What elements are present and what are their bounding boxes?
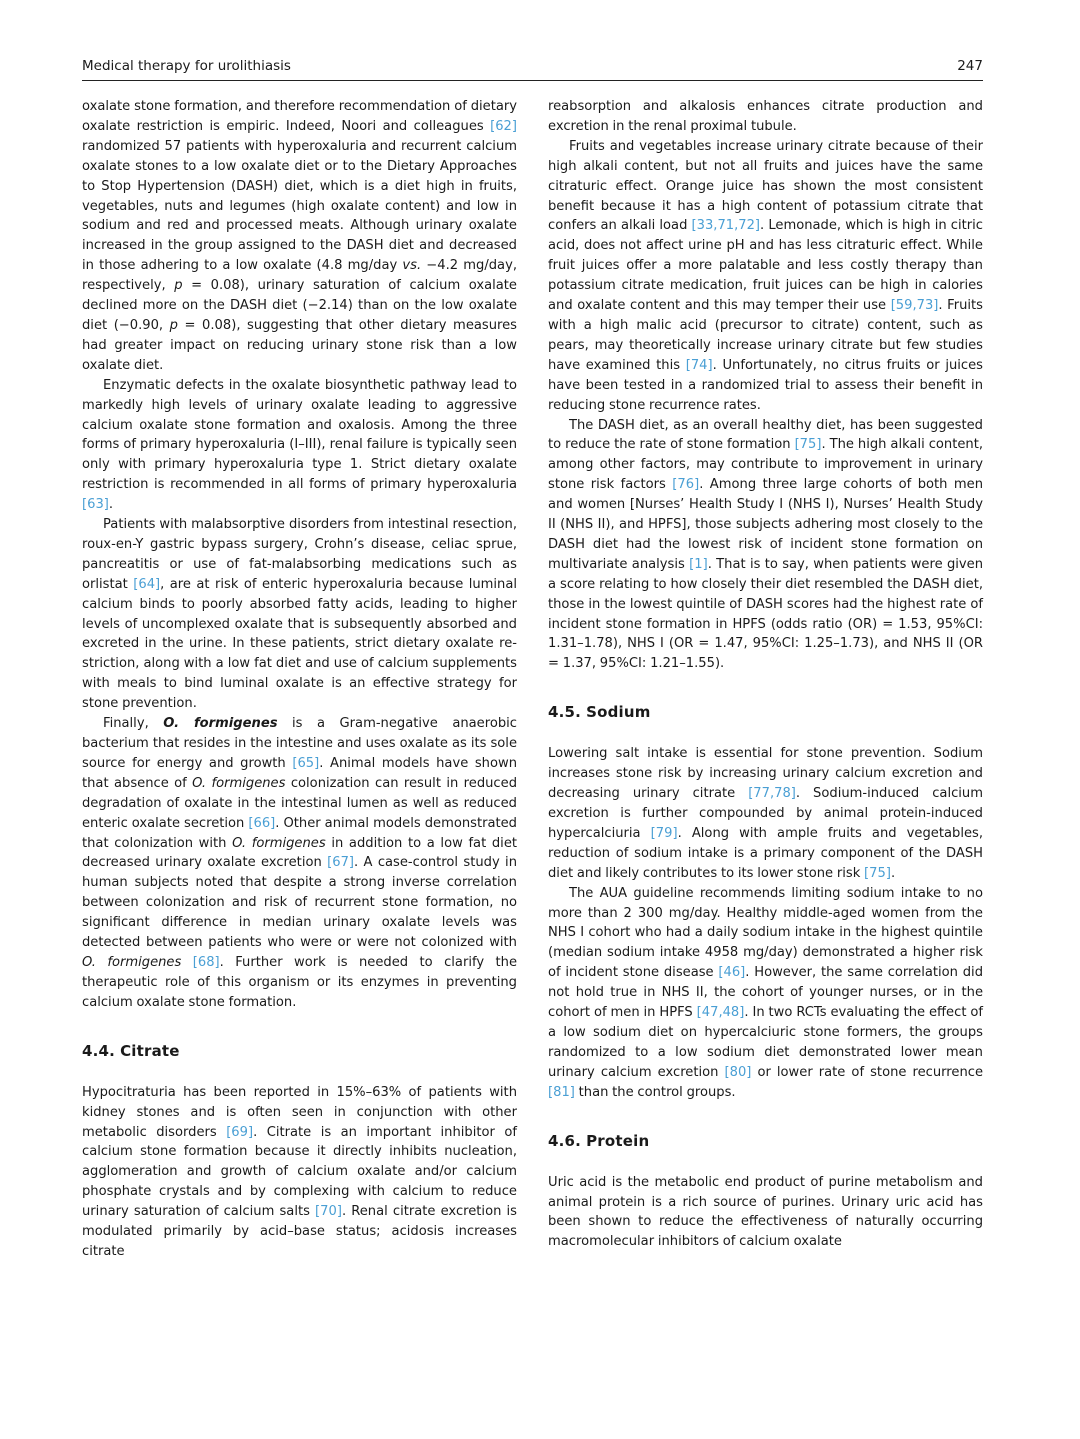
citation-link[interactable]: [64] <box>133 576 161 592</box>
section-heading-protein: 4.6. Protein <box>548 1131 650 1150</box>
citation-link[interactable]: [1] <box>689 556 708 572</box>
section-heading-citrate: 4.4. Citrate <box>82 1041 180 1060</box>
paragraph-uric-acid: Uric acid is the metabolic end product of purine metabolism and animal protein is a rich source of purines. Urinary uric acid has been shown to reduce the effectiveness of naturally occurring macromolecular inhibitors of calcium oxalate <box>548 1174 983 1250</box>
citation-link[interactable]: [47,48] <box>696 1005 745 1021</box>
citation-link[interactable]: [70] <box>315 1204 342 1220</box>
running-header <box>82 58 983 81</box>
citation-link[interactable]: [69] <box>226 1124 254 1140</box>
paragraph-citrate-continued: reabsorption and alkalosis enhances citrate production and excretion in the renal proximal tubule. <box>548 99 983 134</box>
citation-link[interactable]: [66] <box>248 815 276 831</box>
citation-link[interactable]: [67] <box>327 855 355 871</box>
paragraph-enteric-hyperoxaluria: Patients with malabsorptive disorders from intestinal resection, roux-en-Y gastric bypass surgery, Crohn’s disease, celiac sprue, pancreatitis or use of fat-malabsorbing medications such as orlistat [64], are at risk of enteric hyperoxaluria because luminal calcium binds to poorly absorbed fatty acids, leading to higher levels of uncomplexed oxalate that is subsequently absorbed and excreted in the urine. In these patients, strict dietary oxalate restriction, along with a low fat diet and use of calcium supplements with meals to bind luminal oxalate is an effective strategy for stone prevention. <box>82 517 517 712</box>
running-title: Medical therapy for urolithiasis <box>82 58 291 74</box>
citation-link[interactable]: [81] <box>548 1084 575 1100</box>
left-column <box>82 97 517 1262</box>
citation-link[interactable]: [46] <box>718 965 746 981</box>
citation-link[interactable]: [76] <box>672 477 700 493</box>
paragraph-fruits-vegetables: Fruits and vegetables increase urinary citrate because of their high alkali content, but not all fruits and juices have the same citraturic effect. Orange juice has shown the most consistent benefit because it has a high content of potassium citrate that confers an alkali load [33,71,72]. Lemonade, which is high in citric acid, does not affect urine pH and has less citraturic effect. While fruit juices offer a more palatable and less costly therapy than potassium citrate medication, fruit juices can be high in calories and oxalate content and this may temper their use [59,73]. Fruits with a high malic acid (precursor to citrate) content, such as pears, may theoretically increase urinary citrate but few studies have examined this [74]. Unfortunately, no citrus fruits or juices have been tested in a randomized trial to assess their benefit in reducing stone recurrence rates. <box>548 138 983 413</box>
citation-link[interactable]: [62] <box>490 118 517 134</box>
citation-link[interactable]: [80] <box>724 1064 752 1080</box>
section-heading-sodium: 4.5. Sodium <box>548 703 651 722</box>
citation-link[interactable]: [59,73] <box>890 298 939 314</box>
paragraph-o-formigenes: Finally, O. formigenes is a Gram-negative anaerobic bacterium that resides in the intestine and uses oxalate as its sole source for energy and growth [65]. Animal models have shown that absence of O. formigenes colonization can result in reduced degradation of oxalate in the intestinal lumen as well as reduced enteric oxalate secretion [66]. Other animal models demonstrated that colonization with O. formigenes in addition to a low fat diet decreased urinary oxalate excretion [67]. A case-control study in human subjects noted that despite a strong inverse correlation between colonization and risk of recurrent stone formation, no significant difference in median urinary oxalate levels was detected between patients who were or were not colonized with O. formigenes [68]. Further work is needed to clarify the therapeutic role of this organism or its enzymes in preventing calcium oxalate stone formation. <box>82 716 518 1010</box>
citation-link[interactable]: [33,71,72] <box>691 218 761 234</box>
citation-link[interactable]: [63] <box>82 497 109 513</box>
paragraph-salt-intake: Lowering salt intake is essential for stone prevention. Sodium increases stone risk by increasing urinary calcium excretion and decreasing urinary citrate [77,78]. Sodium-induced calcium excretion is further compounded by animal protein-induced hypercalciuria [79]. Along with ample fruits and vegetables, reduction of sodium intake is a primary component of the DASH diet and likely contributes to its lower stone risk [75]. <box>548 746 983 881</box>
citation-link[interactable]: [75] <box>794 437 822 453</box>
citation-link[interactable]: [65] <box>292 755 320 771</box>
paragraph-aua-guideline: The AUA guideline recommends limiting sodium intake to no more than 2 300 mg/day. Healthy middle-aged women from the NHS I cohort who had a daily sodium intake in the highest quintile (median sodium intake 4958 mg/day) demonstrated a higher risk of incident stone disease [46]. However, the same correlation did not hold true in NHS II, the cohort of younger nurses, or in the cohort of men in HPFS [47,48]. In two RCTs evaluating the effect of a low sodium diet on hypercalciuric stone formers, the groups randomized to a low sodium diet demonstrated lower mean urinary calcium excretion [80] or lower rate of stone recurrence [81] than the control groups. <box>548 885 984 1100</box>
citation-link[interactable]: [68] <box>192 954 220 970</box>
page-number: 247 <box>957 58 983 74</box>
citation-link[interactable]: [74] <box>685 357 713 373</box>
citation-link[interactable]: [77,78] <box>748 786 796 802</box>
paragraph-primary-hyperoxaluria: Enzymatic defects in the oxalate biosynthetic pathway lead to markedly high levels of urinary oxalate leading to aggressive calcium oxalate stone formation and oxalosis. Among the three forms of primary hyperoxaluria (I–III), renal failure is typically seen only with primary hyperoxaluria type 1. Strict dietary oxalate restriction is recommended in all forms of primary hyperoxaluria [63]. <box>82 377 517 513</box>
citation-link[interactable]: [79] <box>650 825 678 841</box>
citation-link[interactable]: [75] <box>864 865 891 881</box>
right-column <box>548 97 983 1252</box>
paragraph-oxalate-diet: oxalate stone formation, and therefore recommendation of dietary oxalate restriction is empiric. Indeed, Noori and colleagues [62] randomized 57 patients with hyperoxaluria and recurrent calcium oxalate stones to a low oxalate diet or to the Dietary Approaches to Stop Hypertension (DASH) diet, which is a diet high in fruits, vegetables, nuts and legumes (high oxalate content) and low in sodium and red and processed meats. Although urinary oxalate increased in the group assigned to the DASH diet and decreased in those adhering to a low oxalate (4.8 mg/day vs. −4.2 mg/day, respectively, p = 0.08), urinary saturation of calcium oxalate declined more on the DASH diet (−2.14) than on the low oxalate diet (−0.90, p = 0.08), suggesting that other dietary measures had greater impact on reducing urinary stone risk than a low oxalate diet. <box>82 99 517 373</box>
paragraph-dash-diet: The DASH diet, as an overall healthy diet, has been suggested to reduce the rate of stone formation [75]. The high alkali content, among other factors, may contribute to improvement in urinary stone risk factors [76]. Among three large cohorts of both men and women [Nurses’ Health Study I (NHS I), Nurses’ Health Study II (NHS II), and HPFS], those subjects adhering most closely to the DASH diet had the lowest risk of incident stone formation on multivariate analysis [1]. That is to say, when patients were given a score relating to how closely their diet resembled the DASH diet, those in the lowest quintile of DASH scores had the highest rate of incident stone formation in HPFS (odds ratio (OR) = 1.53, 95%CI: 1.31–1.78), NHS I (OR = 1.47, 95%CI: 1.25–1.73), and NHS II (OR = 1.37, 95%CI: 1.21–1.55). <box>548 417 984 672</box>
paragraph-hypocitraturia: Hypocitraturia has been reported in 15%–63% of patients with kidney stones and is often seen in conjunction with other metabolic disorders [69]. Citrate is an important inhibitor of calcium stone formation because it directly inhibits nucleation, agglomeration and growth of calcium oxalate and/or calcium phosphate crystals and by complexing with calcium to reduce urinary saturation of calcium salts [70]. Renal citrate excretion is modulated primarily by acid–base status; acidosis increases citrate <box>82 1084 517 1259</box>
